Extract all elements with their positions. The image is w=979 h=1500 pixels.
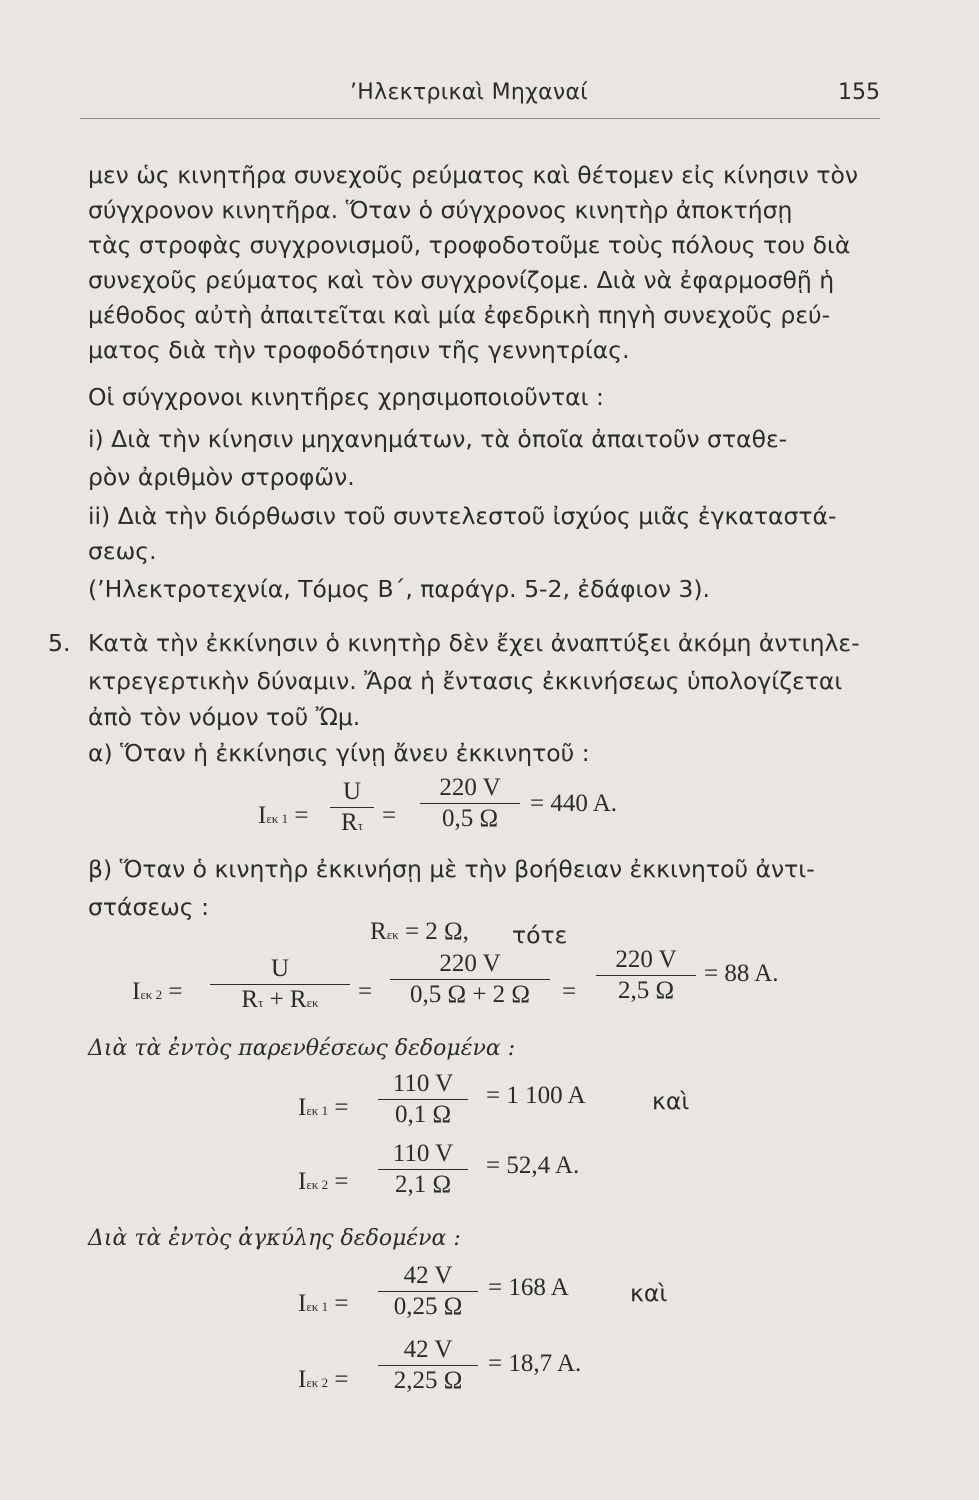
text-line: μεν ὡς κινητῆρα συνεχοῦς ρεύματος καὶ θέτομεν εἰς κίνησιν τὸν	[88, 161, 858, 189]
page-number: 155	[838, 80, 880, 105]
book-page: ’Ηλεκτρικαὶ Μηχαναί 155 μεν ὡς κινητῆρα συνεχοῦς ρεύματος καὶ θέτομεν εἰς κίνησιν τὸν σύγχρονον κινητῆρα. Ὅταν ὁ σύγχρονος κινητὴρ ἀποκτήσῃ τὰς στροφὰς συγχρονισμοῦ, τροφοδοτοῦμε τοὺς πόλους του διὰ συνεχοῦς ρεύματος καὶ τὸν συγχρονίζομε. Διὰ νὰ ἐφαρμοσθῇ ἡ μέθοδος αὐτὴ ἀπαιτεῖται καὶ μία ἐφεδρικὴ πηγὴ συνεχοῦς ρεύ- ματος διὰ τὴν τροφοδότησιν τῆς γεννητρίας. Οἱ σύγχρονοι κινητῆρες χρησιμοποιοῦνται : i) Διὰ τὴν κίνησιν μηχανημάτων, τὰ ὁποῖα ἀπαιτοῦν σταθε- ρὸν ἀριθμὸν στροφῶν. ii) Διὰ τὴν διόρθωσιν τοῦ συντελεστοῦ ἰσχύος μιᾶς ἐγκαταστά- σεως. (’Ηλεκτροτεχνία, Τόμος Β΄, παράγρ. 5-2, ἐδάφιον 3). 5. Κατὰ τὴν ἐκκίνησιν ὁ κινητὴρ δὲν ἔχει ἀναπτύξει ἀκόμη ἀντιηλε- κτρεγερτικὴν δύναμιν. Ἄρα ἡ ἔντασις ἐκκινήσεως ὑπολογίζεται ἀπὸ τὸν νόμον τοῦ Ὤμ. α) Ὅταν ἡ ἐκκίνησις γίνῃ ἄνευ ἐκκινητοῦ : Iεκ 1 = U Rτ = 220 V 0,5 Ω = 440 A. β) Ὅταν ὁ κινητὴρ ἐκκινήσῃ μὲ τὴν βοήθειαν ἐκκινητοῦ ἀντι- στάσεως : Rεκ = 2 Ω, τότε Iεκ 2 = U Rτ + Rεκ = 220 V 0,5 Ω + 2 Ω = 220 V 2,5 Ω = 88 A. Διὰ τὰ ἐντὸς παρενθέσεως δεδομένα : Iεκ 1 = 110 V 0,1 Ω = 1 100 A καὶ Iεκ 2 = 110 V 2,1 Ω = 52,4 A. Διὰ τὰ ἐντὸς ἀγκύλης δεδομένα : Iεκ 1 = 42 V 0,25 Ω = 168 A καὶ Iεκ 2 = 42 V 2,25 Ω = 18,7 A.	[48, 80, 880, 1394]
text-line: (’Ηλεκτροτεχνία, Τόμος Β΄, παράγρ. 5-2, ἐδάφιον 3).	[88, 575, 711, 603]
running-header	[80, 78, 880, 118]
text-line: β) Ὅταν ὁ κινητὴρ ἐκκινήσῃ μὲ τὴν βοήθειαν ἐκκινητοῦ ἀντι-	[88, 855, 815, 883]
text-line: Κατὰ τὴν ἐκκίνησιν ὁ κινητὴρ δὲν ἔχει ἀναπτύξει ἀκόμη ἀντιηλε-	[88, 629, 860, 657]
text-line: τὰς στροφὰς συγχρονισμοῦ, τροφοδοτοῦμε τοὺς πόλους του διὰ	[88, 231, 851, 259]
header-rule	[80, 118, 880, 119]
text-line: σύγχρονον κινητῆρα. Ὅταν ὁ σύγχρονος κινητὴρ ἀποκτήσῃ	[88, 196, 793, 224]
text-line: i) Διὰ τὴν κίνησιν μηχανημάτων, τὰ ὁποῖα ἀπαιτοῦν σταθε-	[88, 425, 788, 453]
item-number: 5.	[48, 629, 71, 657]
section-heading: Διὰ τὰ ἐντὸς ἀγκύλης δεδομένα :	[88, 1226, 461, 1251]
text-line: Οἱ σύγχρονοι κινητῆρες χρησιμοποιοῦνται :	[88, 383, 604, 411]
text-line: στάσεως :	[88, 893, 209, 921]
text-line: συνεχοῦς ρεύματος καὶ τὸν συγχρονίζομε. Διὰ νὰ ἐφαρμοσθῇ ἡ	[88, 266, 835, 294]
text-line: σεως.	[88, 537, 157, 565]
header-title: ’Ηλεκτρικαὶ Μηχαναί	[350, 80, 589, 105]
text-line: ἀπὸ τὸν νόμον τοῦ Ὤμ.	[88, 703, 361, 731]
text-line: ii) Διὰ τὴν διόρθωσιν τοῦ συντελεστοῦ ἰσχύος μιᾶς ἐγκαταστά-	[88, 502, 837, 530]
text-line: μέθοδος αὐτὴ ἀπαιτεῖται καὶ μία ἐφεδρικὴ πηγὴ συνεχοῦς ρεύ-	[88, 301, 831, 329]
text-line: κτρεγερτικὴν δύναμιν. Ἄρα ἡ ἔντασις ἐκκινήσεως ὑπολογίζεται	[88, 667, 843, 695]
text-line: ματος διὰ τὴν τροφοδότησιν τῆς γεννητρίας.	[88, 336, 630, 364]
section-heading: Διὰ τὰ ἐντὸς παρενθέσεως δεδομένα :	[88, 1036, 516, 1061]
text-line: ρὸν ἀριθμὸν στροφῶν.	[88, 463, 355, 491]
text-line: α) Ὅταν ἡ ἐκκίνησις γίνῃ ἄνευ ἐκκινητοῦ :	[88, 739, 590, 767]
